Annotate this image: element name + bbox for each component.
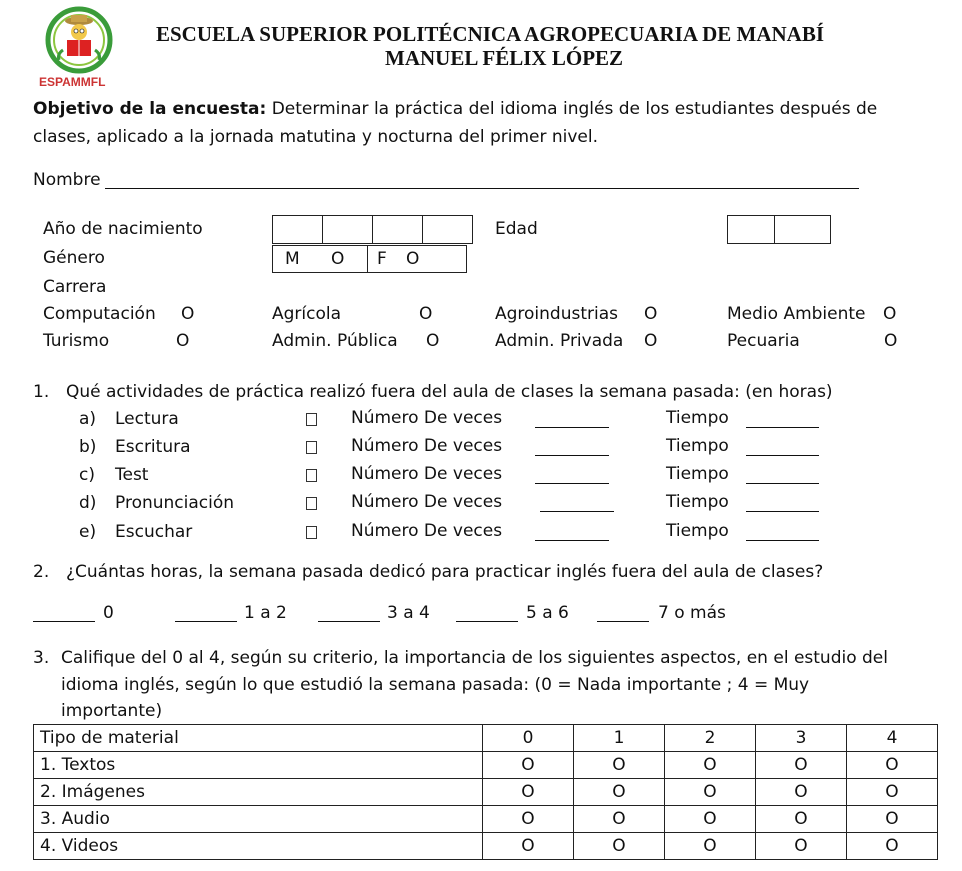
rating-radio[interactable]: O: [574, 833, 665, 860]
q2-option-1-blank[interactable]: [175, 606, 237, 622]
gender-male-label: M: [285, 249, 300, 269]
career-option-pecuaria: Pecuaria: [727, 331, 800, 351]
rating-table: [33, 724, 938, 860]
q1-item-label: Escritura: [115, 437, 191, 457]
q1-count-field[interactable]: [540, 496, 614, 512]
career-radio-medio-ambiente[interactable]: O: [883, 304, 897, 324]
q1-count-label: Número De veces: [351, 464, 503, 484]
q1-time-field[interactable]: [746, 525, 819, 541]
rating-row-label: 1. Textos: [34, 752, 483, 779]
q2-option-3-blank[interactable]: [456, 606, 518, 622]
q1-time-label: Tiempo: [666, 464, 729, 484]
q1-time-field[interactable]: [746, 496, 819, 512]
q2-option-4-blank[interactable]: [597, 606, 649, 622]
name-field[interactable]: [105, 171, 859, 189]
q1-item-checkbox[interactable]: [306, 469, 317, 482]
q1-count-field[interactable]: [535, 525, 609, 541]
q1-count-field[interactable]: [535, 412, 609, 428]
career-radio-pecuaria[interactable]: O: [884, 331, 898, 351]
q1-time-label: Tiempo: [666, 521, 729, 541]
q1-time-field[interactable]: [746, 440, 819, 456]
q2-option-2: 3 a 4: [387, 603, 430, 623]
rating-radio[interactable]: O: [756, 752, 847, 779]
q2-option-1: 1 a 2: [244, 603, 287, 623]
age-digit[interactable]: [727, 215, 775, 244]
rating-scale-3: 3: [756, 725, 847, 752]
espam-logo-icon: [33, 6, 125, 76]
q1-count-field[interactable]: [535, 468, 609, 484]
q1-item-checkbox[interactable]: [306, 526, 317, 539]
logo: [33, 6, 125, 90]
rating-radio[interactable]: O: [574, 752, 665, 779]
birth-year-boxes[interactable]: [272, 215, 473, 244]
rating-row-label: 4. Videos: [34, 833, 483, 860]
career-radio-agricola[interactable]: O: [419, 304, 433, 324]
q1-item-checkbox[interactable]: [306, 413, 317, 426]
q2-option-4: 7 o más: [658, 603, 726, 623]
rating-row-label: 3. Audio: [34, 806, 483, 833]
career-radio-agroindustrias[interactable]: O: [644, 304, 658, 324]
gender-label: Género: [43, 248, 105, 268]
q1-count-label: Número De veces: [351, 492, 503, 512]
institution-title-line1: ESCUELA SUPERIOR POLITÉCNICA AGROPECUARIA DE MANABÍ: [156, 22, 825, 46]
q1-item-letter: b): [79, 437, 97, 457]
rating-radio[interactable]: O: [847, 833, 938, 860]
rating-row-label: 2. Imágenes: [34, 779, 483, 806]
gender-female-radio[interactable]: O: [406, 249, 420, 269]
rating-radio[interactable]: O: [483, 779, 574, 806]
objective-text: Determinar la práctica del idioma inglés de los estudiantes después de: [266, 99, 878, 119]
rating-radio[interactable]: O: [847, 806, 938, 833]
q1-item-label: Pronunciación: [115, 493, 235, 513]
career-radio-admin-publica[interactable]: O: [426, 331, 440, 351]
birth-year-digit[interactable]: [322, 215, 373, 244]
rating-scale-0: 0: [483, 725, 574, 752]
q1-time-field[interactable]: [746, 412, 819, 428]
birth-year-digit[interactable]: [372, 215, 423, 244]
career-option-medio-ambiente: Medio Ambiente: [727, 304, 866, 324]
q1-text: Qué actividades de práctica realizó fuera del aula de clases la semana pasada: (en horas): [66, 382, 833, 402]
rating-radio[interactable]: O: [665, 752, 756, 779]
birth-year-digit[interactable]: [422, 215, 473, 244]
q1-item-letter: e): [79, 522, 97, 542]
rating-radio[interactable]: O: [847, 779, 938, 806]
q1-number: 1.: [33, 382, 50, 402]
rating-scale-1: 1: [574, 725, 665, 752]
rating-scale-4: 4: [847, 725, 938, 752]
rating-radio[interactable]: O: [756, 779, 847, 806]
objective-line2: clases, aplicado a la jornada matutina y nocturna del primer nivel.: [33, 127, 599, 147]
table-row: [34, 833, 938, 860]
q1-count-label: Número De veces: [351, 436, 503, 456]
q1-count-field[interactable]: [535, 440, 609, 456]
rating-radio[interactable]: O: [665, 833, 756, 860]
rating-radio[interactable]: O: [756, 806, 847, 833]
q1-time-label: Tiempo: [666, 408, 729, 428]
career-option-computacion: Computación: [43, 304, 156, 324]
gender-option-male[interactable]: [272, 245, 368, 273]
rating-radio[interactable]: O: [483, 752, 574, 779]
career-radio-turismo[interactable]: O: [176, 331, 190, 351]
q3-text-line3: importante): [61, 701, 163, 721]
q1-count-label: Número De veces: [351, 521, 503, 541]
gender-option-female[interactable]: [367, 245, 467, 273]
q1-item-label: Test: [115, 465, 149, 485]
q1-time-field[interactable]: [746, 468, 819, 484]
rating-radio[interactable]: O: [574, 806, 665, 833]
q2-text: ¿Cuántas horas, la semana pasada dedicó para practicar inglés fuera del aula de clases?: [66, 562, 824, 582]
q2-option-0-blank[interactable]: [33, 606, 95, 622]
q1-item-label: Lectura: [115, 409, 179, 429]
institution-title-line2: MANUEL FÉLIX LÓPEZ: [385, 46, 624, 70]
q1-time-label: Tiempo: [666, 492, 729, 512]
career-option-admin-publica: Admin. Pública: [272, 331, 398, 351]
q1-item-checkbox[interactable]: [306, 441, 317, 454]
age-label: Edad: [495, 219, 538, 239]
rating-header-row: [34, 725, 938, 752]
q1-time-label: Tiempo: [666, 436, 729, 456]
career-option-agricola: Agrícola: [272, 304, 342, 324]
rating-header-label: Tipo de material: [34, 725, 483, 752]
rating-radio[interactable]: O: [756, 833, 847, 860]
rating-radio[interactable]: O: [574, 779, 665, 806]
gender-male-radio[interactable]: O: [331, 249, 345, 269]
objective-line1: [33, 100, 877, 120]
career-option-agroindustrias: Agroindustrias: [495, 304, 619, 324]
logo-text: ESPAMMFL: [39, 75, 106, 89]
objective-label: Objetivo de la encuesta:: [33, 99, 267, 119]
q1-item-letter: c): [79, 465, 95, 485]
table-row: [34, 779, 938, 806]
rating-scale-2: 2: [665, 725, 756, 752]
rating-radio[interactable]: O: [483, 833, 574, 860]
career-label: Carrera: [43, 277, 107, 297]
q2-option-3: 5 a 6: [526, 603, 569, 623]
q1-item-checkbox[interactable]: [306, 497, 317, 510]
q2-number: 2.: [33, 562, 50, 582]
table-row: [34, 752, 938, 779]
career-radio-admin-privada[interactable]: O: [644, 331, 658, 351]
gender-boxes: [272, 245, 467, 273]
rating-radio[interactable]: O: [665, 779, 756, 806]
q1-item-label: Escuchar: [115, 522, 193, 542]
q1-item-letter: a): [79, 409, 97, 429]
rating-radio[interactable]: O: [483, 806, 574, 833]
q3-text-line2: idioma inglés, según lo que estudió la semana pasada: (0 = Nada importante ; 4 = Muy: [61, 675, 810, 695]
q3-number: 3.: [33, 648, 50, 668]
rating-radio[interactable]: O: [847, 752, 938, 779]
rating-radio[interactable]: O: [665, 806, 756, 833]
birth-year-digit[interactable]: [272, 215, 323, 244]
gender-female-label: F: [377, 249, 387, 269]
q2-option-0: 0: [103, 603, 114, 623]
table-row: [34, 806, 938, 833]
career-option-admin-privada: Admin. Privada: [495, 331, 624, 351]
name-label: Nombre: [33, 170, 101, 190]
career-radio-computacion[interactable]: O: [181, 304, 195, 324]
q3-text-line1: Califique del 0 al 4, según su criterio, la importancia de los siguientes aspectos, en el estudio del: [61, 648, 888, 668]
q2-option-2-blank[interactable]: [318, 606, 380, 622]
birth-year-label: Año de nacimiento: [43, 219, 203, 239]
career-option-turismo: Turismo: [43, 331, 110, 351]
age-digit[interactable]: [774, 215, 831, 244]
q1-item-letter: d): [79, 493, 97, 513]
age-boxes[interactable]: [727, 215, 831, 244]
q1-count-label: Número De veces: [351, 408, 503, 428]
